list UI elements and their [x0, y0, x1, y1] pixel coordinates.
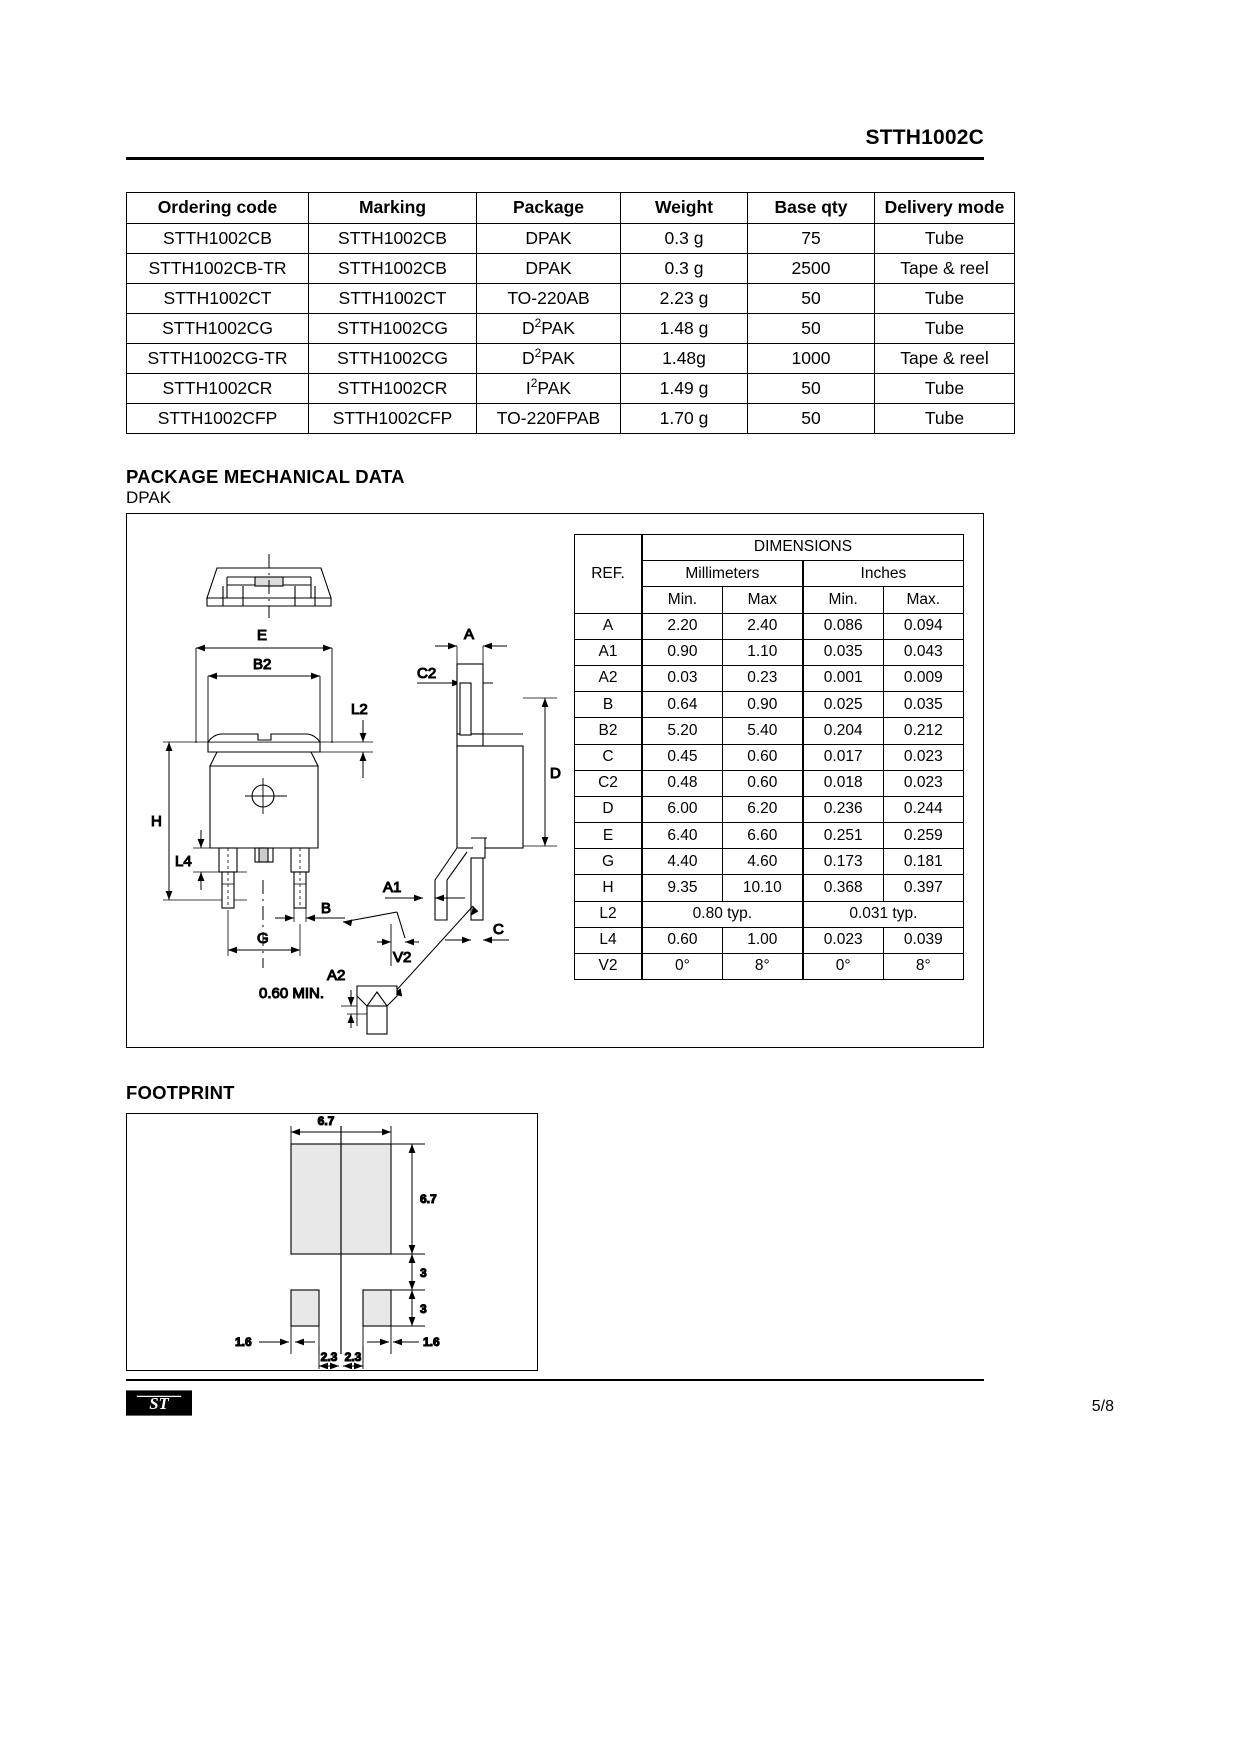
dimension-mm-max: 0.60: [722, 744, 802, 770]
dimension-mm-max: 4.60: [722, 849, 802, 875]
dimension-mm-span: 0.80 typ.: [642, 901, 803, 927]
dimension-mm-min: 2.20: [642, 613, 722, 639]
dim-header-in-min: Min.: [803, 587, 883, 613]
dimension-in-min: 0.173: [803, 849, 883, 875]
dimension-ref: D: [575, 796, 643, 822]
dimension-in-max: 0.244: [883, 796, 963, 822]
cell-marking: STTH1002CFP: [309, 404, 477, 434]
table-row: [127, 374, 1015, 404]
dimension-in-min: 0.368: [803, 875, 883, 901]
dimension-in-min: 0.086: [803, 613, 883, 639]
dimension-in-min: 0.204: [803, 718, 883, 744]
dimension-ref: L2: [575, 901, 643, 927]
dimension-ref: B2: [575, 718, 643, 744]
column-header-package: Package: [477, 193, 621, 224]
cell-base-qty: 2500: [748, 254, 875, 284]
cell-base-qty: 50: [748, 404, 875, 434]
label-e: E: [257, 627, 268, 644]
cell-weight: 0.3 g: [621, 224, 748, 254]
label-a: A: [464, 626, 475, 643]
cell-delivery-mode: Tube: [875, 404, 1015, 434]
label-d: D: [550, 765, 561, 782]
cell-package: [477, 314, 621, 344]
dimension-mm-max: 1.00: [722, 927, 802, 953]
dim-header-row-1: [575, 535, 964, 561]
dimension-in-max: 0.212: [883, 718, 963, 744]
page-number: 5/8: [1091, 1398, 1114, 1415]
dimension-in-min: 0.023: [803, 927, 883, 953]
dimension-mm-max: 10.10: [722, 875, 802, 901]
dimension-row: [575, 823, 964, 849]
label-h: H: [151, 813, 162, 830]
cell-base-qty: 75: [748, 224, 875, 254]
cell-marking: STTH1002CT: [309, 284, 477, 314]
dimension-mm-max: 6.20: [722, 796, 802, 822]
cell-delivery-mode: Tube: [875, 374, 1015, 404]
cell-package: [477, 344, 621, 374]
column-header-delivery-mode: Delivery mode: [875, 193, 1015, 224]
cell-ordering-code: STTH1002CG-TR: [127, 344, 309, 374]
dimension-row: [575, 901, 964, 927]
dimensions-table: [574, 534, 964, 980]
dimension-mm-min: 6.00: [642, 796, 722, 822]
dim-header-in-max: Max.: [883, 587, 963, 613]
package-suffix: PAK: [541, 317, 575, 338]
dimension-row: [575, 770, 964, 796]
dimension-row: [575, 744, 964, 770]
dimension-in-min: 0.001: [803, 665, 883, 691]
cell-weight: 1.48 g: [621, 314, 748, 344]
dimension-mm-min: 0.90: [642, 639, 722, 665]
dimension-row: [575, 692, 964, 718]
dimension-mm-max: 0.90: [722, 692, 802, 718]
dimension-in-max: 0.009: [883, 665, 963, 691]
footprint-lead-left: 1.6: [235, 1335, 252, 1349]
cell-ordering-code: STTH1002CT: [127, 284, 309, 314]
dimension-mm-min: 0.64: [642, 692, 722, 718]
footprint-pitch-left: 2.3: [320, 1350, 338, 1364]
cell-package: TO-220FPAB: [477, 404, 621, 434]
label-b2: B2: [253, 656, 272, 673]
cell-marking: STTH1002CB: [309, 254, 477, 284]
dimension-mm-min: 0.03: [642, 665, 722, 691]
cell-weight: 1.49 g: [621, 374, 748, 404]
dim-header-ref: REF.: [575, 535, 643, 614]
table-row: [127, 224, 1015, 254]
label-l4: L4: [175, 853, 192, 870]
dimension-in-min: 0.018: [803, 770, 883, 796]
document-title: STTH1002C: [865, 126, 984, 149]
dim-header-millimeters: Millimeters: [642, 561, 803, 587]
dimension-mm-min: 0.45: [642, 744, 722, 770]
column-header-marking: Marking: [309, 193, 477, 224]
footprint-pad-width: 6.7: [317, 1114, 335, 1128]
dimension-row: [575, 613, 964, 639]
cell-weight: 1.70 g: [621, 404, 748, 434]
dimension-row: [575, 849, 964, 875]
package-mechanical-data-subtitle: DPAK: [126, 488, 172, 507]
dimension-mm-min: 5.20: [642, 718, 722, 744]
dimension-row: [575, 639, 964, 665]
dimension-in-max: 0.023: [883, 770, 963, 796]
st-logo-text: ST: [149, 1394, 169, 1413]
label-a2: A2: [327, 967, 346, 984]
dimension-row: [575, 796, 964, 822]
dimension-in-max: 0.259: [883, 823, 963, 849]
dimension-ref: H: [575, 875, 643, 901]
package-suffix: PAK: [541, 347, 575, 368]
dimension-in-min: 0.017: [803, 744, 883, 770]
package-prefix: D: [522, 317, 535, 338]
dimension-row: [575, 875, 964, 901]
footer-rule: [126, 1379, 984, 1381]
dimension-mm-max: 8°: [722, 954, 802, 980]
label-c2: C2: [417, 665, 437, 682]
label-g: G: [257, 930, 269, 947]
dimension-row: [575, 665, 964, 691]
footprint-gap-1: 3: [420, 1266, 427, 1280]
cell-weight: 0.3 g: [621, 254, 748, 284]
dimension-mm-min: 9.35: [642, 875, 722, 901]
dimension-mm-min: 4.40: [642, 849, 722, 875]
footprint-drawing: [127, 1114, 537, 1369]
dimension-mm-max: 1.10: [722, 639, 802, 665]
dimension-ref: C2: [575, 770, 643, 796]
dim-header-inches: Inches: [803, 561, 964, 587]
dimension-mm-max: 2.40: [722, 613, 802, 639]
label-a1: A1: [383, 879, 402, 896]
dimension-in-min: 0.236: [803, 796, 883, 822]
ordering-information-table: [126, 192, 1015, 434]
dimension-ref: C: [575, 744, 643, 770]
v2-angle-detail: [327, 904, 487, 1014]
st-logo: [126, 1390, 192, 1416]
cell-base-qty: 50: [748, 284, 875, 314]
header-rule: [126, 157, 984, 160]
cell-base-qty: 1000: [748, 344, 875, 374]
dimension-ref: A1: [575, 639, 643, 665]
cell-ordering-code: STTH1002CB-TR: [127, 254, 309, 284]
package-mechanical-data-heading: PACKAGE MECHANICAL DATA: [126, 466, 405, 487]
package-suffix: PAK: [537, 377, 572, 398]
cell-package: [477, 374, 621, 404]
cell-ordering-code: STTH1002CR: [127, 374, 309, 404]
dimension-ref: V2: [575, 954, 643, 980]
cell-marking: STTH1002CG: [309, 344, 477, 374]
footprint-heading: FOOTPRINT: [126, 1082, 235, 1103]
dimension-ref: A2: [575, 665, 643, 691]
column-header-base-qty: Base qty: [748, 193, 875, 224]
dimension-mm-min: 0.48: [642, 770, 722, 796]
page-header: [126, 126, 984, 166]
cell-marking: STTH1002CR: [309, 374, 477, 404]
dim-header-dimensions: DIMENSIONS: [642, 535, 964, 561]
dimension-row: [575, 718, 964, 744]
cell-package: DPAK: [477, 224, 621, 254]
dimension-mm-max: 5.40: [722, 718, 802, 744]
cell-ordering-code: STTH1002CFP: [127, 404, 309, 434]
dimension-in-min: 0.025: [803, 692, 883, 718]
cell-ordering-code: STTH1002CG: [127, 314, 309, 344]
table-row: [127, 344, 1015, 374]
package-prefix: I: [525, 377, 531, 398]
cell-weight: 2.23 g: [621, 284, 748, 314]
dim-header-mm-min: Min.: [642, 587, 722, 613]
table-row: [127, 314, 1015, 344]
dimension-in-max: 0.035: [883, 692, 963, 718]
dimension-in-span: 0.031 typ.: [803, 901, 964, 927]
dimension-mm-min: 0.60: [642, 927, 722, 953]
column-header-weight: Weight: [621, 193, 748, 224]
footprint-lead-right: 1.6: [423, 1335, 440, 1349]
dimension-ref: E: [575, 823, 643, 849]
dimension-mm-max: 6.60: [722, 823, 802, 849]
package-superscript: 2: [534, 316, 542, 331]
cell-delivery-mode: Tube: [875, 314, 1015, 344]
mechanical-drawing-panel: [126, 513, 984, 1048]
dimension-mm-min: 0°: [642, 954, 722, 980]
label-c: C: [493, 921, 504, 938]
label-l2: L2: [351, 701, 368, 718]
package-superscript: 2: [534, 346, 542, 361]
table-row: [127, 404, 1015, 434]
table-header-row: [127, 193, 1015, 224]
dimension-in-max: 0.039: [883, 927, 963, 953]
label-b: B: [321, 900, 332, 917]
label-min-note: 0.60 MIN.: [259, 985, 325, 1002]
dimension-in-max: 0.397: [883, 875, 963, 901]
cell-delivery-mode: Tape & reel: [875, 254, 1015, 284]
table-row: [127, 284, 1015, 314]
dimension-mm-max: 0.23: [722, 665, 802, 691]
dimension-in-max: 8°: [883, 954, 963, 980]
dim-header-mm-max: Max: [722, 587, 802, 613]
cell-base-qty: 50: [748, 374, 875, 404]
footprint-gap-2: 3: [420, 1302, 427, 1316]
column-header-ordering-code: Ordering code: [127, 193, 309, 224]
dimension-ref: L4: [575, 927, 643, 953]
dimension-in-max: 0.023: [883, 744, 963, 770]
dimension-row: [575, 927, 964, 953]
cell-marking: STTH1002CB: [309, 224, 477, 254]
label-v2: V2: [393, 949, 412, 966]
cell-package: TO-220AB: [477, 284, 621, 314]
cell-delivery-mode: Tape & reel: [875, 344, 1015, 374]
footprint-pitch-right: 2.3: [344, 1350, 362, 1364]
footprint-panel: [126, 1113, 538, 1371]
cell-base-qty: 50: [748, 314, 875, 344]
cell-delivery-mode: Tube: [875, 284, 1015, 314]
cell-ordering-code: STTH1002CB: [127, 224, 309, 254]
package-prefix: D: [522, 347, 535, 368]
package-superscript: 2: [530, 376, 538, 391]
dimension-row: [575, 954, 964, 980]
dimension-in-max: 0.181: [883, 849, 963, 875]
dimension-mm-min: 6.40: [642, 823, 722, 849]
dimension-mm-max: 0.60: [722, 770, 802, 796]
cell-marking: STTH1002CG: [309, 314, 477, 344]
dimension-in-min: 0.251: [803, 823, 883, 849]
dimension-ref: G: [575, 849, 643, 875]
dimension-in-max: 0.094: [883, 613, 963, 639]
cell-package: DPAK: [477, 254, 621, 284]
dimension-in-min: 0.035: [803, 639, 883, 665]
dimension-ref: A: [575, 613, 643, 639]
cell-weight: 1.48g: [621, 344, 748, 374]
footprint-pad-height: 6.7: [420, 1192, 437, 1206]
dimension-in-min: 0°: [803, 954, 883, 980]
dimension-in-max: 0.043: [883, 639, 963, 665]
table-row: [127, 254, 1015, 284]
cell-delivery-mode: Tube: [875, 224, 1015, 254]
dimension-ref: B: [575, 692, 643, 718]
